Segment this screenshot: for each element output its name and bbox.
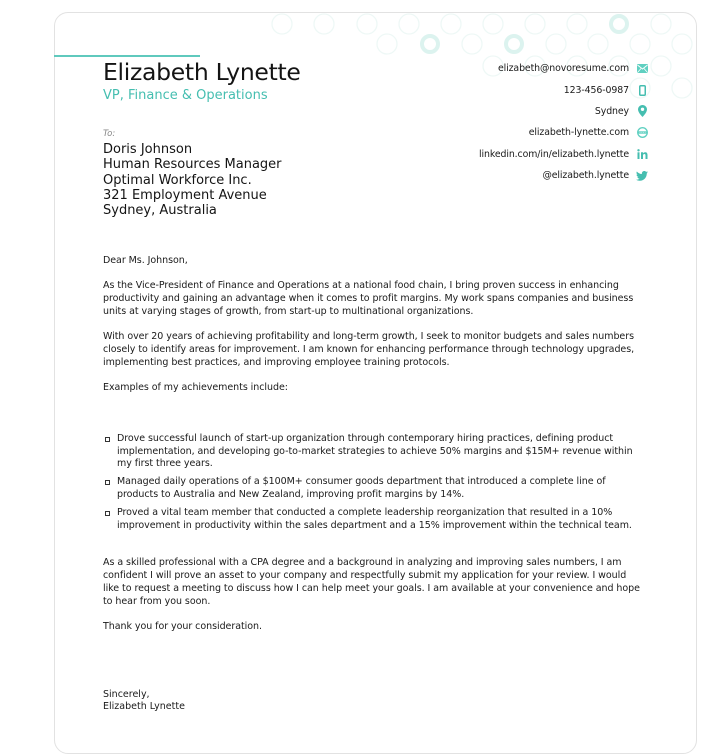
letter-body <box>103 255 643 646</box>
location-pin-icon <box>636 105 648 117</box>
achievements-intro: Examples of my achievements include: <box>103 382 288 394</box>
recipient-company: Optimal Workforce Inc. <box>103 172 252 188</box>
contact-list <box>348 58 648 186</box>
applicant-name: Elizabeth Lynette <box>103 58 301 86</box>
achievement-item: Managed daily operations of a $100M+ consumer goods department that introduced a complete line of products to Australia and New Zealand, improving profit margins by 14%. <box>103 476 643 502</box>
contact-website[interactable] <box>348 122 648 143</box>
globe-icon <box>636 127 648 139</box>
contact-location <box>348 101 648 122</box>
contact-phone[interactable] <box>348 79 648 100</box>
contact-website-text[interactable]: elizabeth-lynette.com <box>528 127 629 139</box>
recipient-street: 321 Employment Avenue <box>103 187 267 203</box>
thanks-line: Thank you for your consideration. <box>103 621 262 633</box>
header-accent-line <box>54 55 200 57</box>
twitter-icon <box>636 170 648 182</box>
recipient-address <box>103 142 282 218</box>
contact-linkedin[interactable] <box>348 144 648 165</box>
envelope-icon <box>636 63 648 75</box>
achievements-list <box>103 433 643 533</box>
contact-phone-text[interactable]: 123-456-0987 <box>563 84 629 96</box>
contact-twitter-text[interactable]: @elizabeth.lynette <box>542 170 629 182</box>
paragraph-intro: As the Vice-President of Finance and Operations at a national food chain, I bring proven success in enhancing productivity and gaining an advantage when it comes to profit margins. My work spans companies and business units at varying stages of growth, from start-up to multinational organizations. <box>103 280 634 317</box>
achievement-item: Drove successful launch of start-up organization through contemporary hiring practices, defining product implementation, and developing go-to-market strategies to achieve 50% margins and $15M+ revenue within my first three years. <box>103 433 643 471</box>
closing-phrase: Sincerely, <box>103 689 150 700</box>
contact-linkedin-text[interactable]: linkedin.com/in/elizabeth.lynette <box>478 148 629 160</box>
phone-icon <box>636 84 648 96</box>
recipient-name: Doris Johnson <box>103 142 193 157</box>
recipient-city: Sydney, Australia <box>103 203 217 219</box>
achievement-item: Proved a vital team member that conducted a complete leadership reorganization that resulted in a 10% improvement in productivity within the sales department and a 15% improvement within the technical team. <box>103 507 643 533</box>
contact-twitter[interactable] <box>348 165 648 186</box>
applicant-job-title: VP, Finance & Operations <box>103 88 268 103</box>
salutation: Dear Ms. Johnson, <box>103 255 188 266</box>
contact-location-text: Sydney <box>594 105 629 117</box>
recipient-label: To: <box>103 129 116 139</box>
recipient-position: Human Resources Manager <box>103 157 282 173</box>
signature-name: Elizabeth Lynette <box>103 701 185 713</box>
contact-email-text[interactable]: elizabeth@novoresume.com <box>497 63 629 75</box>
linkedin-icon <box>636 148 648 160</box>
paragraph-experience: With over 20 years of achieving profitability and long-term growth, I seek to monitor budgets and sales numbers closely to identify areas for improvement. I am known for enhancing performance through technology upgrades, implementing best practices, and improving employee training protocols. <box>103 331 635 368</box>
paragraph-closing: As a skilled professional with a CPA degree and a background in analyzing and improving sales numbers, I am confident I will prove an asset to your company and respectfully submit my application for your review. I would like to request a meeting to discuss how I can help meet your goals. I am available at your convenience and hope to hear from you soon. <box>103 557 640 607</box>
signoff <box>103 689 185 713</box>
contact-email[interactable] <box>348 58 648 79</box>
